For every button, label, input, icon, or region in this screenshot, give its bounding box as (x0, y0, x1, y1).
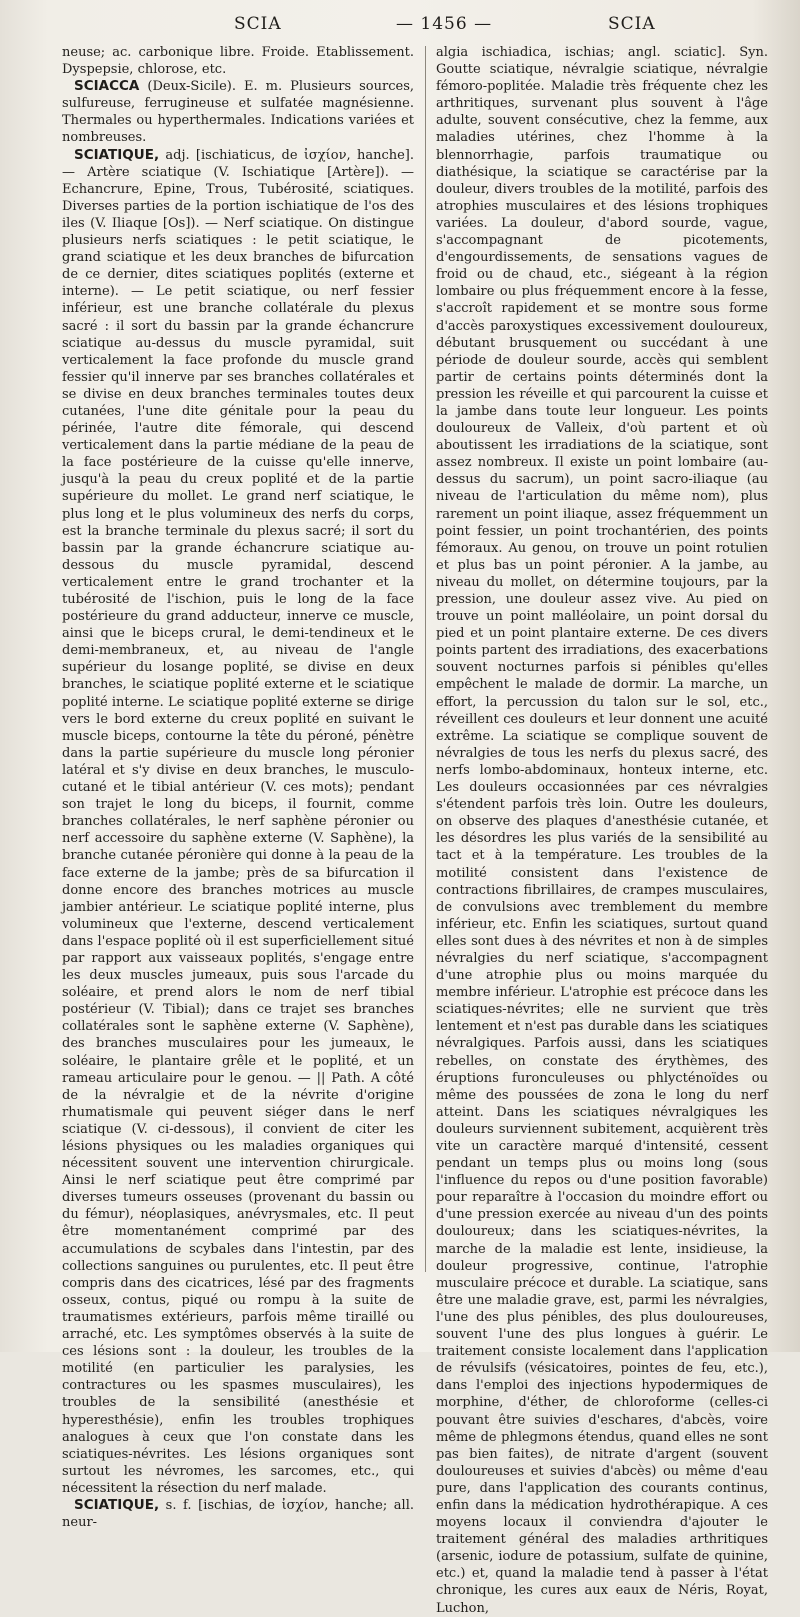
entry-paragraph (62, 147, 414, 1497)
running-head (0, 14, 800, 42)
entry-body: algia ischiadica, ischias; angl. sciatic]. Syn. Goutte sciatique, névralgie sciatique, névralgie fémoro-poplitée. Maladie très fréquente chez les arthritiques, survenant plus souvent à l'âge adulte, souvent consécutive, chez la femme, aux maladies utérines, chez l'homme à la blennorrhagie, parfois traumatique ou diathésique, la sciatique se caractérise par la douleur, divers troubles de la motilité, parfois des atrophies musculaires et des lésions trophiques variées. La douleur, d'abord sourde, vague, s'accompagnant de picotements, d'engourdissements, de sensations vagues de froid ou de chaud, etc., siégeant à la région lombaire ou plus fréquemment encore à la fesse, s'accroît rapidement et se montre sous forme d'accès paroxystiques excessivement douloureux, débutant brusquement ou succédant à une période de douleur sourde, accès qui semblent partir de certains points déterminés dont la pression les réveille et qui parcourent la cuisse et la jambe dans toute leur longueur. Les points douloureux de Valleix, d'où partent et où aboutissent les irradiations de la sciatique, sont assez nombreux. Il existe un point lombaire (au-dessus du sacrum), un point sacro-iliaque (au niveau de l'articulation du même nom), plus rarement un point iliaque, assez fréquemment un point fessier, un point trochantérien, des points fémoraux. Au genou, on trouve un point rotulien et plus bas un point péronier. A la jambe, au niveau du mollet, on détermine toujours, par la pression, une douleur assez vive. Au pied on trouve un point malléolaire, un point dorsal du pied et un point plantaire externe. De ces divers points partent des irradiations, des exacerbations souvent nocturnes parfois si pénibles qu'elles empêchent le malade de dormir. La marche, un effort, la percussion du talon sur le sol, etc., réveillent ces douleurs et leur donnent une acuité extrême. La sciatique se complique souvent de névralgies de tous les nerfs du plexus sacré, des nerfs lombo-abdominaux, honteux interne, etc. Les douleurs occasionnées par ces névralgies s'étendent parfois très loin. Outre les douleurs, on observe des plaques d'anesthésie cutanée, et les désordres les plus variés de la sensibilité au tact et à la température. Les troubles de la motilité consistent dans l'existence de contractions fibrillaires, de crampes musculaires, de convulsions avec tremblement du membre inférieur, etc. Enfin les sciatiques, surtout quand elles sont dues à des névrites et non à de simples névralgies du nerf sciatique, s'accompagnent d'une atrophie plus ou moins marquée du membre inférieur. L'atrophie est précoce dans les sciatiques-névrites; elle ne survient que très lentement et n'est pas durable dans les sciatiques névralgiques. Parfois aussi, dans les sciatiques rebelles, on constate des érythèmes, des éruptions furonculeuses ou phlycténoïdes ou même des poussées de zona le long du nerf atteint. Dans les sciatiques névralgiques les douleurs surviennent subitement, acquièrent très vite un caractère marqué d'intensité, cessent pendant un temps plus ou moins long (sous l'influence du repos ou d'une position favorable) pour reparaître à l'occasion du moindre effort ou d'une pression exercée au niveau d'un des points douloureux; dans les sciatiques-névrites, la marche de la maladie est lente, insidieuse, la douleur progressive, continue, l'atrophie musculaire précoce et durable. La sciatique, sans être une maladie grave, est, parmi les névralgies, l'une des plus pénibles, des plus douloureuses, souvent l'une des plus longues à guérir. Le traitement consiste localement dans l'application de révulsifs (vésicatoires, pointes de feu, etc.), dans l'emploi des injections hypodermiques de morphine, d'éther, de chloroforme (celles-ci pouvant être suivies d'eschares, d'abcès, voire même de phlegmons étendus, quand elles ne sont pas bien faites), de nitrate d'argent (souvent douloureuses et suivies d'abcès) ou même d'eau pure, dans l'application des courants continus, enfin dans la médication hydrothérapique. A ces moyens locaux il conviendra d'ajouter le traitement général des maladies arthritiques (arsenic, iodure de potassium, sulfate de quinine, etc.) et, quand la maladie tend à passer à l'état chronique, les cures aux eaux de Néris, Royat, Luchon, (436, 45, 768, 1616)
column-divider (425, 46, 426, 1272)
entry-body: adj. [ischiaticus, de ἰσχίον, hanche]. — Artère sciatique (V. Ischiatique [Artère]). — Echancrure, Epine, Trous, Tubérosité, sciatiques. Diverses parties de la portion ischiatique de l'os des iles (V. Iliaque [Os]). — Nerf sciatique. On distingue plusieurs nerfs sciatiques : le petit sciatique, le grand sciatique et les deux branches de bifurcation de ce dernier, dites sciatiques poplités (externe et interne). — Le petit sciatique, ou nerf fessier inférieur, est une branche collatérale du plexus sacré : il sort du bassin par la grande échancrure sciatique au-dessus du muscle pyramidal, suit verticalement la face profonde du muscle grand fessier qu'il innerve par ses branches collatérales et se divise en deux branches terminales toutes deux cutanées, l'une dite génitale pour la peau du périnée, l'autre dite fémorale, qui descend verticalement dans la partie médiane de la peau de la face postérieure de la cuisse qu'elle innerve, jusqu'à la peau du creux poplité et de la partie supérieure du mollet. Le grand nerf sciatique, le plus long et le plus volumineux des nerfs du corps, est la branche terminale du plexus sacré; il sort du bassin par la grande échancrure sciatique au-dessous du muscle pyramidal, descend verticalement entre le grand trochanter et la tubérosité de l'ischion, puis le long de la face postérieure du grand adducteur, innerve ce muscle, ainsi que le biceps crural, le demi-tendineux et le demi-membraneux, et, au niveau de l'angle supérieur du losange poplité, se divise en deux branches, le sciatique poplité externe et le sciatique poplité interne. Le sciatique poplité externe se dirige vers le bord externe du creux poplité en suivant le muscle biceps, contourne la tête du péroné, pénètre dans la partie supérieure du muscle long péronier latéral et s'y divise en deux branches, le musculo-cutané et le tibial antérieur (V. ces mots); pendant son trajet le long du biceps, il fournit, comme branches collatérales, le nerf saphène péronier ou nerf accessoire du saphène externe (V. Saphène), la branche cutanée péronière qui donne à la peau de la face externe de la jambe; près de sa bifurcation il donne encore des branches motrices au muscle jambier antérieur. Le sciatique poplité interne, plus volumineux que l'externe, descend verticalement dans l'espace poplité où il est superficiellement situé par rapport aux vaisseaux poplités, s'engage entre les deux muscles jumeaux, puis sous l'arcade du soléaire, et prend alors le nom de nerf tibial postérieur (V. Tibial); dans ce trajet ses branches collatérales sont le saphène externe (V. Saphène), des branches musculaires pour les jumeaux, le soléaire, le plantaire grêle et le poplité, et un rameau articulaire pour le genou. — || Path. A côté de la névralgie et de la névrite d'origine rhumatismale qui peuvent siéger dans le nerf sciatique (V. ci-dessous), il convient de citer les lésions physiques ou les maladies organiques qui nécessitent souvent une intervention chirurgicale. Ainsi le nerf sciatique peut être comprimé par diverses tumeurs osseuses (provenant du bassin ou du fémur), néoplasiques, anévrysmales, etc. Il peut être momentanément comprimé par des accumulations de scybales dans l'intestin, par des collections sanguines ou purulentes, etc. Il peut être compris dans des cicatrices, lésé par des fragments osseux, contus, piqué ou rompu à la suite de traumatismes extérieurs, parfois même tiraillé ou arraché, etc. Les symptômes observés à la suite de ces lésions sont : la douleur, les troubles de la motilité (en particulier les paralysies, les contractures ou les spasmes musculaires), les troubles de la sensibilité (anesthésie et hyperesthésie), enfin les troubles trophiques analogues à ceux que l'on constate dans les sciatiques-névrites. Les lésions organiques sont surtout les névromes, les sarcomes, etc., qui nécessitent la résection du nerf malade. (62, 147, 414, 1496)
header-right-word: SCIA (608, 14, 656, 34)
entry-body: s. f. [ischias, de ἰσχίον, hanche; all. neur- (62, 1497, 414, 1531)
header-left-word: SCIA (234, 14, 282, 34)
entry-body: (Deux-Sicile). E. m. Plusieurs sources, sulfureuse, ferrugineuse et sulfatée magnésienne. Thermales ou hyperthermales. Indications variées et nombreuses. (62, 79, 414, 146)
entry-headword: SCIATIQUE, (74, 1496, 160, 1513)
entry-paragraph (436, 44, 768, 1617)
entry-body: neuse; ac. carbonique libre. Froide. Etablissement. Dyspepsie, chlorose, etc. (62, 45, 414, 78)
entry-paragraph (62, 44, 414, 78)
entry-paragraph (62, 1497, 414, 1531)
entry-headword: SCIATIQUE, (74, 146, 160, 163)
page-number: — 1456 — (396, 14, 493, 34)
left-column (62, 44, 414, 1531)
entry-paragraph (62, 78, 414, 146)
entry-headword: SCIACCA (74, 78, 140, 95)
right-column (436, 44, 768, 1616)
